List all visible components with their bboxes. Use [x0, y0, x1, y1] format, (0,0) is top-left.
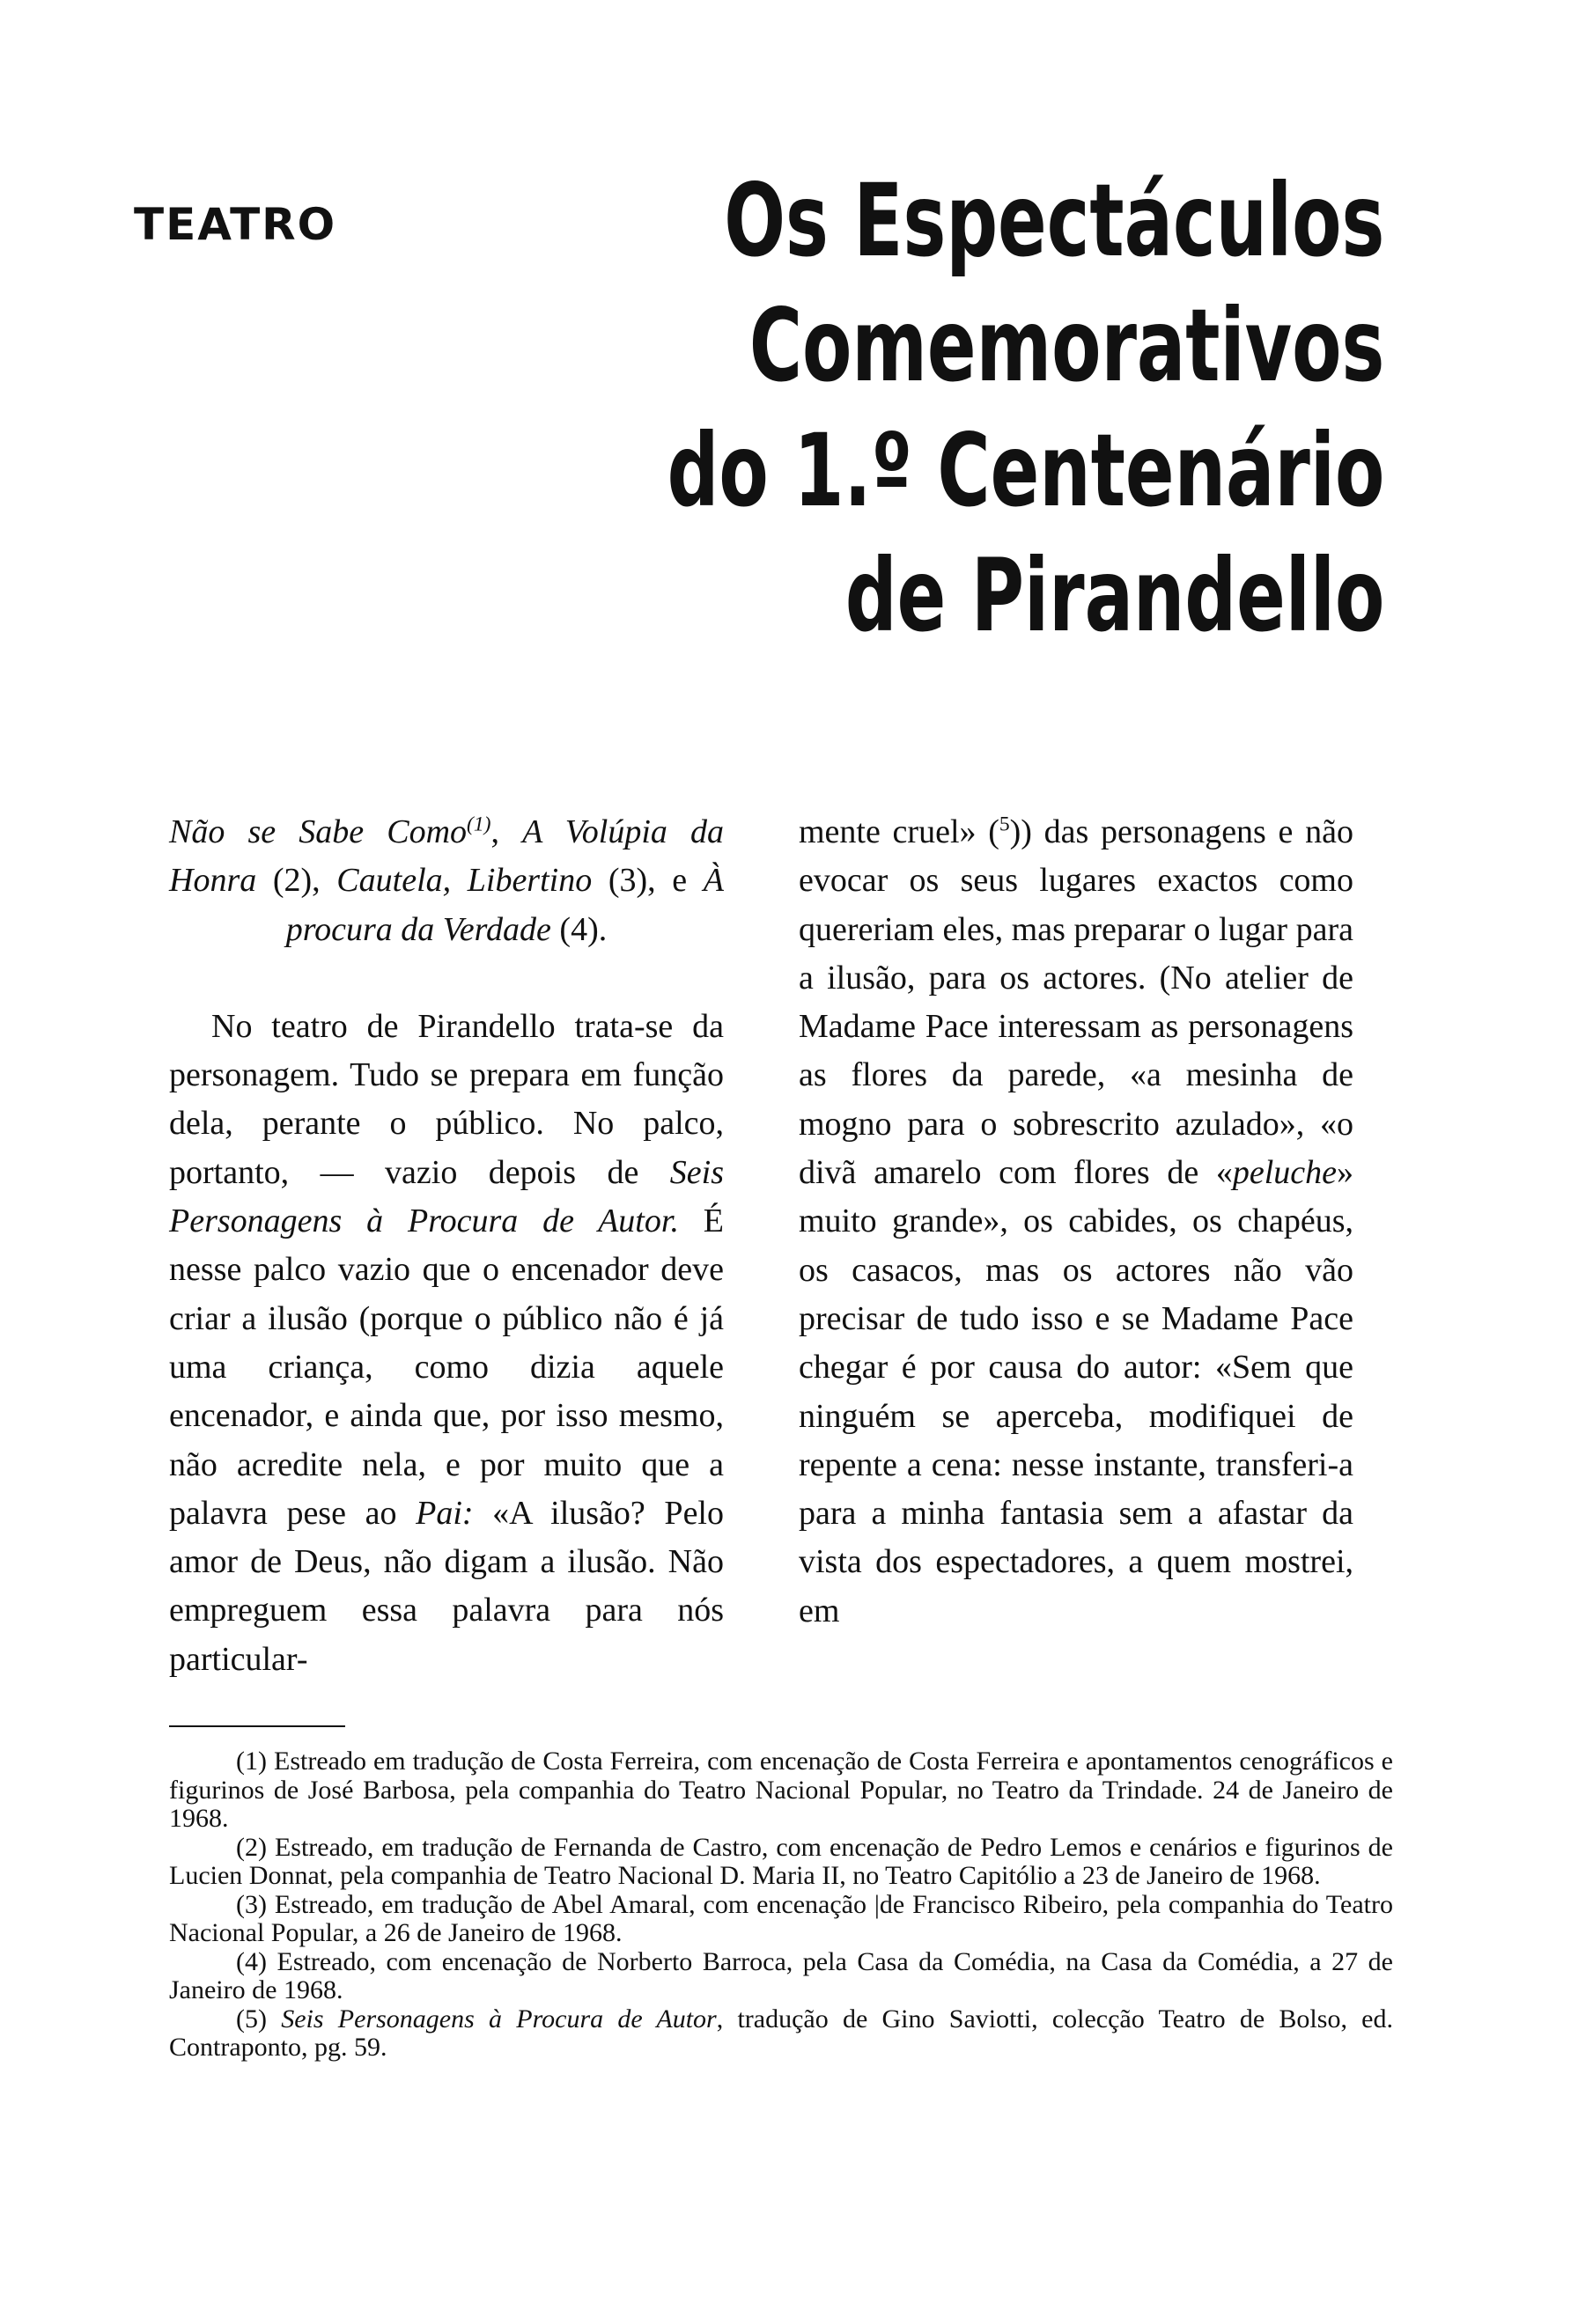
footnote-ref: (1)	[467, 813, 491, 836]
body-paragraph: No teatro de Pirandello trata-se da personagem. Tudo se prepara em função dela, perante o público. No palco, portanto, — vazio depois de Seis Personagens à Procura de Autor. É nesse palco vazio que o encenador deve criar a ilusão (porque o público não é já uma criança, como dizia aquele encenador, e ainda que, por isso mesmo, não acredite nela, e por muito que a palavra pese ao Pai: «A ilusão? Pelo amor de Deus, não digam a ilusão. Não empreguem essa palavra para nós particular-	[169, 1007, 725, 1678]
right-column	[799, 808, 1353, 1636]
title-line: Comemorativos	[748, 287, 1384, 404]
body-paragraph: mente cruel» ($^5$)) das personagens e não evocar os seus lugares exactos como quereriam eles, mas preparar o lugar para a ilusão, para os actores. (No atelier de Madame Pace interessam as personagens as flores da parede, «a mesinha de mogno para o sobrescrito azulado», «o divã amarelo com flores de «peluche» muito grande», os cabides, os chapéus, os casacos, mas os actores não vão precisar de tudo isso e se Madame Pace chegar é por causa do autor: «Sem que ninguém se aperceba, modifiquei de repente a cena: nesse instante, transferi-a para a minha fantasia sem a afastar da vista dos espectadores, a quem mostrei, em	[799, 813, 1353, 1629]
play-title: A Volúpia da Honra	[169, 813, 725, 900]
play-title: Cautela, Libertino	[336, 862, 593, 900]
footnote-ref: (2),	[256, 862, 337, 900]
play-title: Seis Personagens à Procura de Autor.	[169, 1153, 724, 1240]
emphasis-word: peluche	[1232, 1154, 1337, 1192]
footnotes	[169, 1747, 1393, 2063]
body-columns	[169, 808, 1393, 1678]
footnote-ref: (3), e	[592, 862, 704, 900]
footnote: (5) Seis Personagens à Procura de Autor, tradução de Gino Saviotti, colecção Teatro de Bolso, ed. Contraponto, pg. 59.	[169, 2004, 1393, 2062]
left-column	[169, 808, 724, 1684]
title-line: de Pirandello	[844, 537, 1384, 654]
footnote-mark: (1)	[236, 1747, 267, 1776]
play-title: Não se Sabe Como	[169, 813, 468, 850]
title-line: Os Espectáculos	[723, 162, 1384, 279]
article-title	[488, 158, 1384, 658]
title-line: do 1.º Centenário	[667, 412, 1384, 529]
play-title: Seis Personagens à Procura de Autor	[281, 2004, 717, 2034]
footnote-divider	[169, 1725, 345, 1727]
footnote-ref: 5	[999, 813, 1010, 836]
footnote: (1) Estreado em tradução de Costa Ferreira, com encenação de Costa Ferreira e apontamentos cenográficos e figurinos de José Barbosa, pela companhia do Teatro Nacional Popular, no Teatro da Trindade. 24 de Janeiro de 1968.	[169, 1747, 1393, 1833]
footnote-mark: (3)	[236, 1889, 267, 1919]
footnote-mark: (4)	[236, 1946, 267, 1976]
footnote-ref: (4).	[550, 910, 608, 948]
footnote: (4) Estreado, com encenação de Norberto Barroca, pela Casa da Comédia, na Casa da Comédia, a 27 de Janeiro de 1968.	[169, 1946, 1393, 2004]
footnote: (3) Estreado, em tradução de Abel Amaral, com encenação |de Francisco Ribeiro, pela companhia do Teatro Nacional Popular, a 26 de Janeiro de 1968.	[169, 1889, 1393, 1947]
section-label: TEATRO	[134, 199, 337, 250]
intro-list: Não se Sabe Como$^{(1)}$, A Volúpia da Honra (2), Cautela, Libertino (3), e À procura da Verdade (4).	[169, 813, 725, 948]
character-name: Pai:	[416, 1494, 474, 1532]
play-title: À procura da Verdade	[285, 862, 724, 948]
footnote-mark: (5)	[236, 2004, 267, 2034]
footnote-mark: (2)	[236, 1832, 267, 1862]
footnote: (2) Estreado, em tradução de Fernanda de Castro, com encenação de Pedro Lemos e cenários e figurinos de Lucien Donnat, pela companhia de Teatro Nacional D. Maria II, no Teatro Capitólio a 23 de Janeiro de 1968.	[169, 1832, 1393, 1890]
